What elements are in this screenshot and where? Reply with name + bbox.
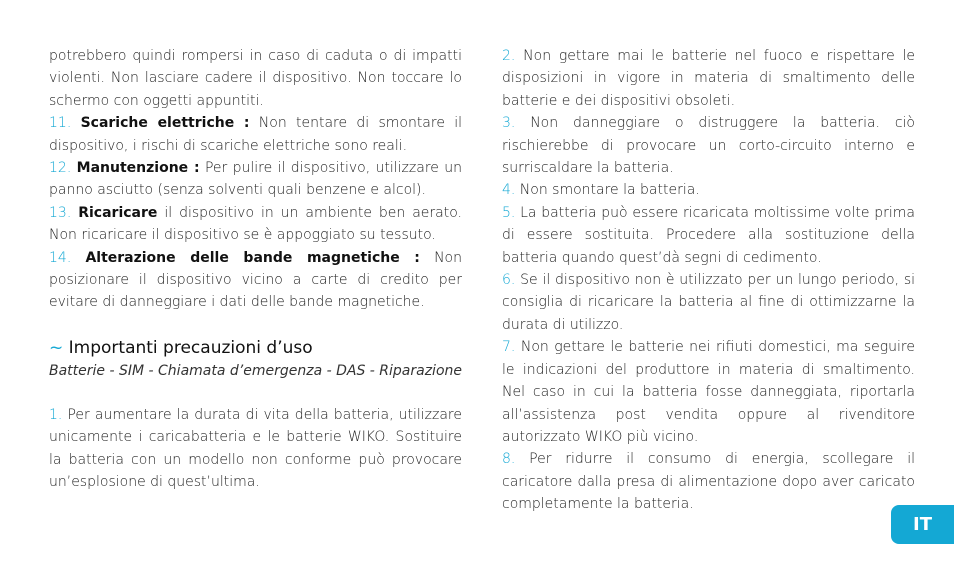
item-term: Manutenzione : bbox=[76, 160, 200, 177]
item-term: Ricaricare bbox=[78, 204, 158, 221]
item-text: Non danneggiare o distruggere la batteria. ciò rischierebbe di provocare un corto-circuito interno e surriscaldare la batteria. bbox=[502, 115, 915, 177]
item-6 bbox=[502, 269, 915, 336]
section-heading bbox=[49, 336, 462, 360]
item-number: 14. bbox=[49, 249, 72, 266]
intro-paragraph: potrebbero quindi rompersi in caso di caduta o di impatti violenti. Non lasciare cadere il dispositivo. Non toccare lo schermo con oggetti appuntiti. bbox=[49, 48, 462, 109]
tilde-mark: ~ bbox=[49, 337, 64, 358]
item-number: 4. bbox=[502, 182, 516, 199]
item-14 bbox=[49, 247, 462, 314]
item-2 bbox=[502, 45, 915, 112]
left-column bbox=[49, 45, 462, 494]
item-text: Per ridurre il consumo di energia, scollegare il caricatore dalla presa di alimentazione dopo aver caricato completamente la batteria. bbox=[502, 451, 915, 513]
item-number: 2. bbox=[502, 48, 516, 64]
item-number: 8. bbox=[502, 451, 516, 468]
item-number: 12. bbox=[49, 160, 72, 177]
item-number: 6. bbox=[502, 272, 516, 289]
item-text: Per pulire il dispositivo, utilizzare un panno asciutto (senza solventi quali benzene e alcol). bbox=[49, 160, 463, 199]
item-number: 3. bbox=[502, 115, 516, 132]
item-term: Scariche elettriche : bbox=[80, 115, 250, 132]
item-text: Non gettare mai le batterie nel fuoco e rispettare le disposizioni in vigore in materia di smaltimento delle batterie e dei dispositivi obsoleti. bbox=[502, 48, 915, 109]
item-1 bbox=[49, 404, 462, 494]
item-text: Non tentare di smontare il dispositivo, i rischi di scariche elettriche sono reali. bbox=[49, 115, 463, 154]
item-text: Se il dispositivo non è utilizzato per un lungo periodo, si consiglia di ricaricare la batteria al fine di ottimizzarne la durata di utilizzo. bbox=[502, 272, 915, 333]
item-11 bbox=[49, 112, 462, 157]
item-8 bbox=[502, 448, 915, 515]
item-number: 7. bbox=[502, 339, 516, 356]
item-4 bbox=[502, 179, 915, 201]
section-title: Importanti precauzioni d’uso bbox=[68, 337, 313, 358]
item-text: Non gettare le batterie nei rifiuti domestici, ma seguire le indicazioni del produttore in materia di smaltimento. Nel caso in cui la batteria fosse danneggiata, riportarla all’assistenza post vendita oppure al rivenditore autorizzato WIKO più vicino. bbox=[502, 339, 915, 445]
item-number: 5. bbox=[502, 204, 516, 221]
item-text: La batteria può essere ricaricata moltissime volte prima di essere sostituita. Procedere alla sostituzione della batteria quando quest’dà segni di cedimento. bbox=[502, 204, 915, 266]
item-term: Alterazione delle bande magnetiche : bbox=[85, 249, 420, 266]
spacer bbox=[49, 314, 462, 336]
section-subtitle: Batterie - SIM - Chiamata d’emergenza - DAS - Riparazione bbox=[49, 362, 462, 379]
item-text: Non posizionare il dispositivo vicino a carte di credito per evitare di danneggiare i dati delle bande magnetiche. bbox=[49, 249, 462, 311]
item-12 bbox=[49, 157, 462, 202]
item-5 bbox=[502, 202, 915, 269]
item-number: 1. bbox=[49, 406, 63, 423]
spacer bbox=[49, 382, 462, 404]
item-3 bbox=[502, 112, 915, 179]
item-number: 13. bbox=[49, 204, 72, 221]
item-13 bbox=[49, 202, 462, 247]
item-text: Non smontare la batteria. bbox=[515, 182, 700, 199]
item-text: il dispositivo in un ambiente ben aerato. Non ricaricare il dispositivo se è appoggiato su tessuto. bbox=[49, 204, 462, 244]
right-column bbox=[502, 45, 915, 516]
language-badge: IT bbox=[891, 505, 954, 544]
item-text: Per aumentare la durata di vita della batteria, utilizzare unicamente i caricabatteria e le batterie WIKO. Sostituire la batteria con un modello non conforme può provocare un’esplosione di quest’ultima. bbox=[49, 406, 462, 491]
item-number: 11. bbox=[49, 115, 72, 132]
item-7 bbox=[502, 336, 915, 448]
